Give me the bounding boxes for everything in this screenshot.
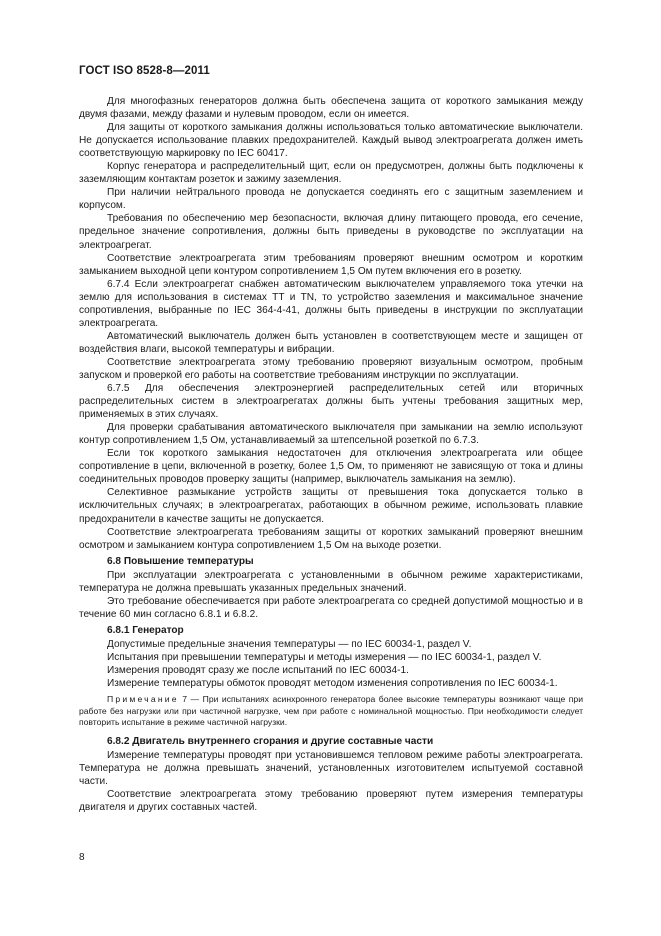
paragraph: Измерение температуры проводят при установившемся тепловом режиме работы электроагрегата. Температура не должна превышать значений, установленных изготовителем испытуемой составной части. [79,749,583,787]
paragraph: Корпус генератора и распределительный щит, если он предусмотрен, должны быть подключены к заземляющим контактам розеток и зажиму заземления. [79,161,583,186]
paragraph: Для многофазных генераторов должна быть обеспечена защита от короткого замыкания между двумя фазами, между фазами и нулевым проводом, если он имеется. [79,96,583,121]
paragraph: Измерения проводят сразу же после испытаний по IEC 60034-1. [107,664,409,676]
section-heading-6-8-1: 6.8.1 Генератор [107,624,184,636]
paragraph: Селективное размыкание устройств защиты от превышения тока допускается только в исключительных случаях; в электроагрегатах, работающих в обычном режиме, использовать плавкие предохранители в качестве защиты не допускается. [79,487,583,525]
paragraph: Измерение температуры обмоток проводят методом изменения сопротивления по IEC 60034-1. [107,677,558,689]
paragraph: Автоматический выключатель должен быть установлен в соответствующем месте и защищен от воздействия влаги, высокой температуры и вибрации. [79,330,583,355]
paragraph: Это требование обеспечивается при работе электроагрегата со средней допустимой мощностью и в течение 60 мин согласно 6.8.1 и 6.8.2. [79,595,583,620]
page-number: 8 [79,852,85,863]
paragraph: При наличии нейтрального провода не допускается соединять его с защитным заземлением и корпусом. [79,187,583,212]
document-body [79,95,583,814]
section-heading-6-8: 6.8 Повышение температуры [107,555,254,567]
paragraph: Соответствие электроагрегата этому требованию проверяют визуальным осмотром, пробным запуском и проверкой его работы на соответствие требованиям инструкции по эксплуатации. [79,356,583,381]
paragraph: Если ток короткого замыкания недостаточен для отключения электроагрегата или общее сопротивление в цепи, включенной в розетку, более 1,5 Ом, то применяют не зависящую от тока и длины соединительных проводов проверку защиты (например, выключатель замыкания на землю). [79,448,583,486]
section-heading-6-8-2: 6.8.2 Двигатель внутреннего сгорания и другие составные части [107,735,434,747]
paragraph: При эксплуатации электроагрегата с установленными в обычном режиме характеристиками, температура не должна превышать указанных предельных значений. [79,569,583,594]
paragraph: Допустимые предельные значения температуры — по IEC 60034-1, раздел V. [107,638,472,650]
document-header: ГОСТ ISO 8528-8—2011 [79,65,210,77]
note-label: Примечание [107,694,179,705]
paragraph: Для защиты от короткого замыкания должны использоваться только автоматические выключатели. Не допускается использование плавких предохранителей. Каждый вывод электроагрегата должен иметь соответствующую маркировку по IEC 60417. [79,122,583,160]
paragraph: Испытания при превышении температуры и методы измерения — по IEC 60034-1, раздел V. [107,651,542,663]
paragraph: Для проверки срабатывания автоматического выключателя при замыкании на землю используют контур сопротивлением 1,5 Ом, устанавливаемый за штепсельной розеткой по 6.7.3. [79,422,583,447]
paragraph: 6.7.5 Для обеспечения электроэнергией распределительных сетей или вторичных распределительных систем в электроагрегатах должны быть учтены требования защитных мер, применяемых в этих случаях. [79,383,583,421]
note-7 [79,694,583,729]
paragraph: Соответствие электроагрегата требованиям защиты от коротких замыканий проверяют внешним осмотром и замыканием контура сопротивлением 1,5 Ом на выходе розетки. [79,526,583,551]
note-text: 7 — При испытаниях асинхронного генератора более высокие температуры возникают чаще при работе без нагрузки или при частичной нагрузке, чем при работе с номинальной мощностью. При необходимости следует повторить испытание в режиме частичной нагрузки. [79,694,583,728]
paragraph: 6.7.4 Если электроагрегат снабжен автоматическим выключателем управляемого тока утечки на землю для использования в системах ТТ и TN, то устройство заземления и максимальное значение сопротивления, выбранные по IEC 364-4-41, должны быть приведены в инструкции по эксплуатации электроагрегата. [79,278,583,329]
paragraph: Соответствие электроагрегата этим требованиям проверяют внешним осмотром и коротким замыканием выходной цепи контуром сопротивлением 1,5 Ом путем включения его в розетку. [79,252,583,277]
paragraph: Требования по обеспечению мер безопасности, включая длину питающего провода, его сечение, предельное значение сопротивления, должны быть приведены в руководстве по эксплуатации на электроагрегат. [79,213,583,251]
paragraph: Соответствие электроагрегата этому требованию проверяют путем измерения температуры двигателя и других составных частей. [79,788,583,813]
